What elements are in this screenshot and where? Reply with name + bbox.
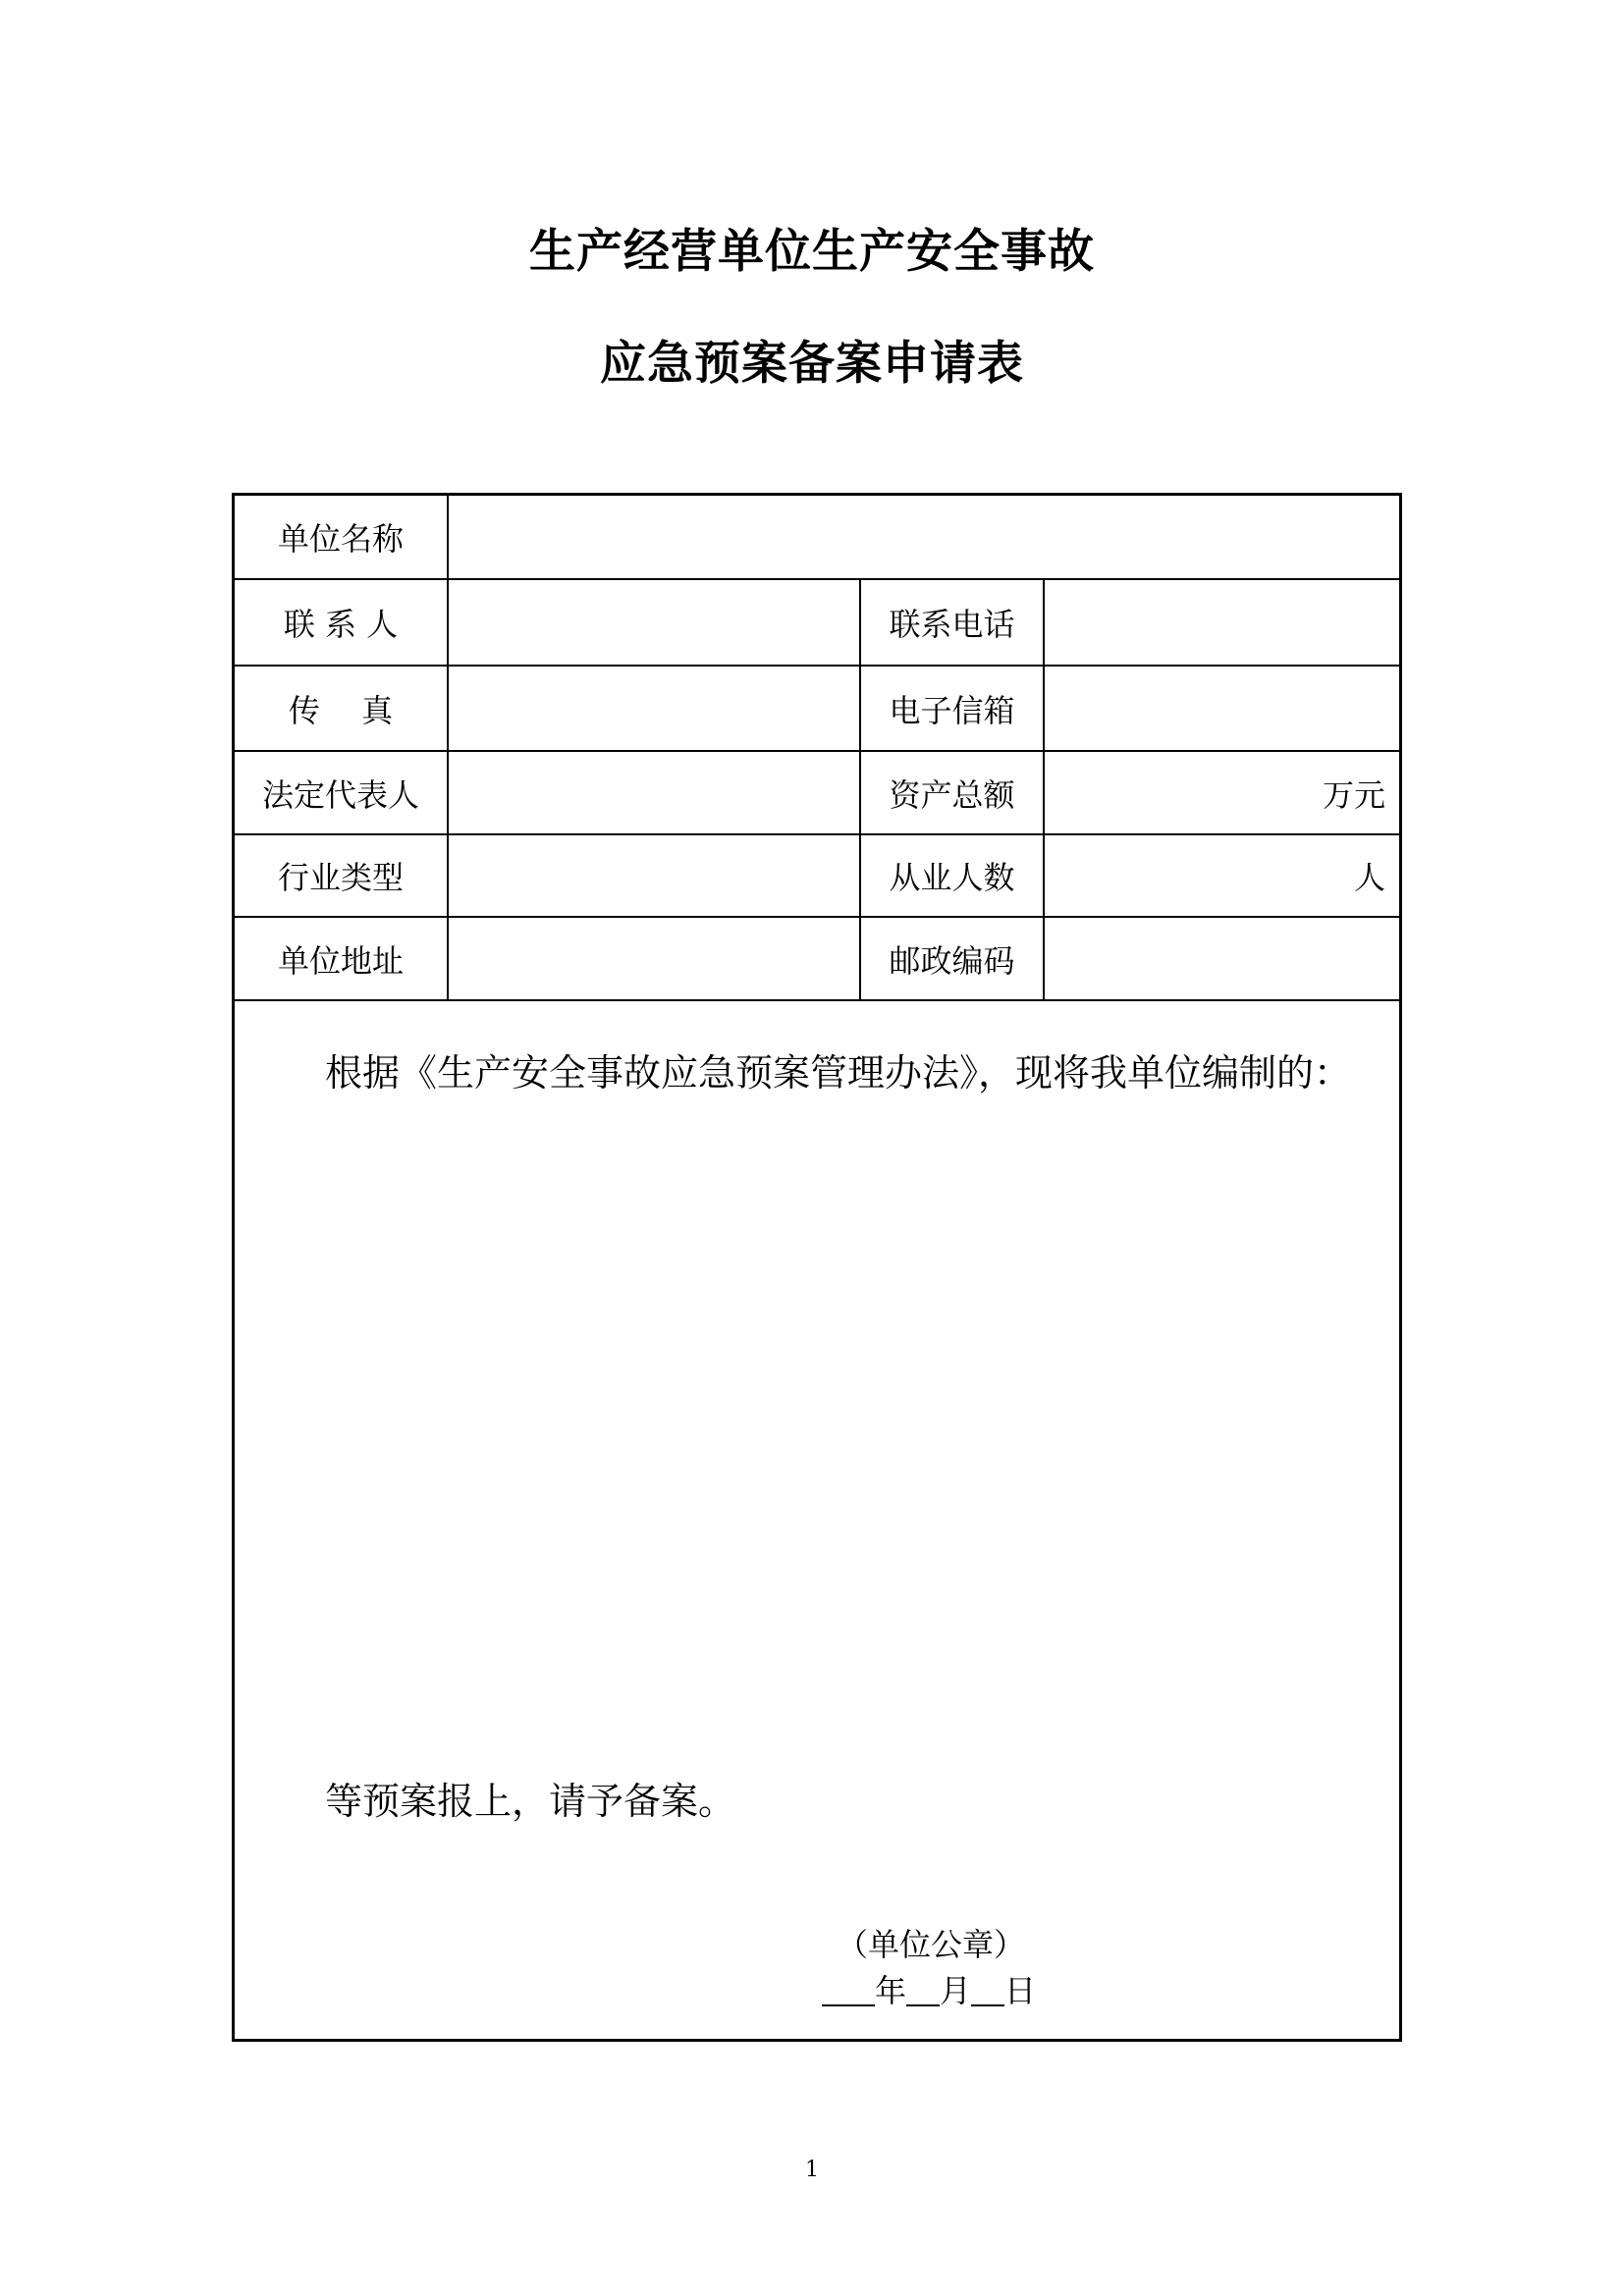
legal-representative-field[interactable] <box>449 752 861 833</box>
form-row-unit-name <box>235 496 1399 580</box>
form-row-fax <box>235 667 1399 752</box>
fax-field[interactable] <box>449 667 861 750</box>
unit-seal-label: （单位公章） <box>837 1926 1026 1963</box>
industry-type-field[interactable] <box>449 835 861 916</box>
unit-address-field[interactable] <box>449 918 861 999</box>
month-label: 月 <box>940 1972 972 2009</box>
contact-person-field[interactable] <box>449 580 861 665</box>
contact-phone-label: 联系电话 <box>861 580 1045 665</box>
contact-phone-field[interactable] <box>1045 580 1399 665</box>
filing-statement: 根据《生产安全事故应急预案管理办法》，现将我单位编制的： <box>325 1051 1352 1095</box>
page-number: 1 <box>805 2158 819 2182</box>
form-row-contact <box>235 580 1399 667</box>
filing-statement-area[interactable] <box>235 1001 1399 2042</box>
total-assets-label: 资产总额 <box>861 752 1045 833</box>
fax-label: 传 真 <box>235 667 449 750</box>
employee-count-field[interactable]: 人 <box>1353 859 1385 896</box>
year-label: 年 <box>875 1972 907 2009</box>
month-blank[interactable] <box>906 1973 940 2006</box>
employee-count-label: 从业人数 <box>861 835 1045 916</box>
year-blank[interactable] <box>822 1973 875 2006</box>
postal-code-field[interactable] <box>1045 918 1399 999</box>
postal-code-label: 邮政编码 <box>861 918 1045 999</box>
day-blank[interactable] <box>971 1973 1004 2006</box>
page-title-line-2: 应急预案备案申请表 <box>600 337 1024 391</box>
day-label: 日 <box>1004 1972 1037 2009</box>
contact-person-label: 联 系 人 <box>235 580 449 665</box>
email-label: 电子信箱 <box>861 667 1045 750</box>
page-title-line-1: 生产经营单位生产安全事故 <box>529 225 1095 279</box>
total-assets-field[interactable]: 万元 <box>1322 775 1385 814</box>
filing-closing: 等预案报上，请予备案。 <box>325 1780 736 1823</box>
form-row-legal-rep <box>235 752 1399 835</box>
unit-name-field[interactable] <box>449 496 1399 578</box>
application-form <box>232 493 1402 2042</box>
date-line <box>822 1972 1037 2009</box>
form-row-address <box>235 918 1399 1001</box>
industry-type-label: 行业类型 <box>235 835 449 916</box>
form-row-industry <box>235 835 1399 918</box>
email-field[interactable] <box>1045 667 1399 750</box>
legal-representative-label: 法定代表人 <box>235 752 449 833</box>
unit-name-label: 单位名称 <box>235 496 449 578</box>
unit-address-label: 单位地址 <box>235 918 449 999</box>
